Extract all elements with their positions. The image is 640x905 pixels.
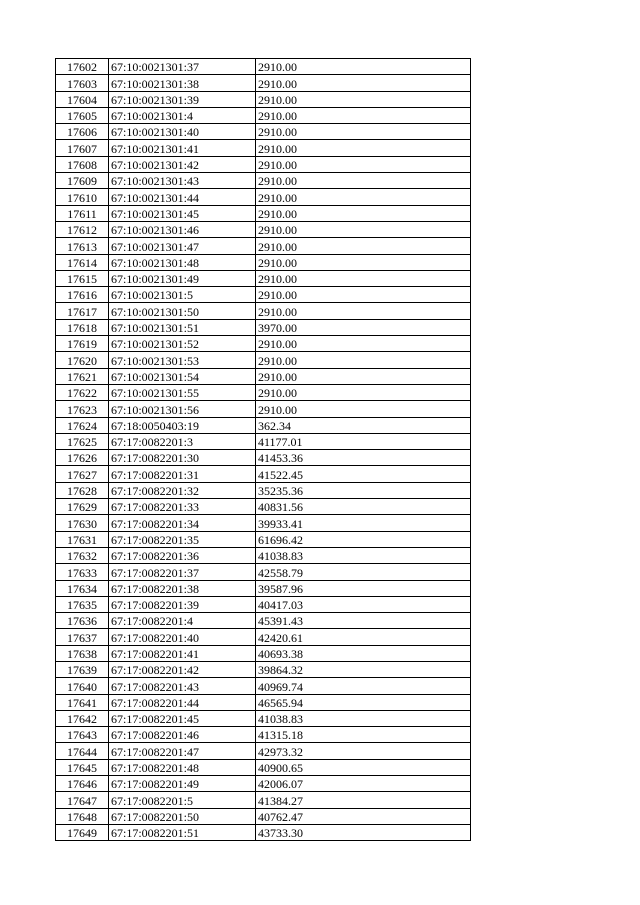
value-cell: 42006.07 [256, 776, 471, 792]
value-cell: 42558.79 [256, 564, 471, 580]
value-cell: 39587.96 [256, 580, 471, 596]
table-row [56, 547, 471, 563]
table-row [56, 661, 471, 677]
row-number-cell: 17648 [56, 808, 109, 824]
row-number-cell: 17621 [56, 368, 109, 384]
row-number-cell: 17605 [56, 107, 109, 123]
cadastral-number-cell: 67:17:0082201:32 [109, 482, 256, 498]
table-row [56, 384, 471, 400]
row-number-cell: 17635 [56, 596, 109, 612]
row-number-cell: 17609 [56, 173, 109, 189]
table-row [56, 824, 471, 840]
table-row [56, 75, 471, 91]
value-cell: 2910.00 [256, 270, 471, 286]
cadastral-number-cell: 67:10:0021301:56 [109, 401, 256, 417]
row-number-cell: 17636 [56, 613, 109, 629]
row-number-cell: 17641 [56, 694, 109, 710]
cadastral-number-cell: 67:10:0021301:38 [109, 75, 256, 91]
row-number-cell: 17620 [56, 352, 109, 368]
value-cell: 40693.38 [256, 645, 471, 661]
table-row [56, 189, 471, 205]
value-cell: 41038.83 [256, 710, 471, 726]
row-number-cell: 17639 [56, 661, 109, 677]
value-cell: 42420.61 [256, 629, 471, 645]
row-number-cell: 17630 [56, 515, 109, 531]
value-cell: 2910.00 [256, 221, 471, 237]
table-row [56, 727, 471, 743]
row-number-cell: 17616 [56, 287, 109, 303]
value-cell: 2910.00 [256, 287, 471, 303]
cadastral-number-cell: 67:18:0050403:19 [109, 417, 256, 433]
cadastral-number-cell: 67:17:0082201:37 [109, 564, 256, 580]
row-number-cell: 17644 [56, 743, 109, 759]
table-row [56, 59, 471, 75]
cadastral-number-cell: 67:10:0021301:48 [109, 254, 256, 270]
row-number-cell: 17647 [56, 792, 109, 808]
row-number-cell: 17607 [56, 140, 109, 156]
cadastral-number-cell: 67:10:0021301:55 [109, 384, 256, 400]
value-cell: 46565.94 [256, 694, 471, 710]
value-cell: 2910.00 [256, 368, 471, 384]
row-number-cell: 17629 [56, 499, 109, 515]
table-row [56, 368, 471, 384]
value-cell: 2910.00 [256, 384, 471, 400]
row-number-cell: 17624 [56, 417, 109, 433]
cadastral-number-cell: 67:17:0082201:41 [109, 645, 256, 661]
table-row [56, 776, 471, 792]
table-row [56, 645, 471, 661]
table-row [56, 531, 471, 547]
value-cell: 2910.00 [256, 140, 471, 156]
value-cell: 2910.00 [256, 336, 471, 352]
row-number-cell: 17631 [56, 531, 109, 547]
cadastral-number-cell: 67:17:0082201:38 [109, 580, 256, 596]
table-row [56, 433, 471, 449]
value-cell: 2910.00 [256, 75, 471, 91]
cadastral-number-cell: 67:17:0082201:31 [109, 466, 256, 482]
table-row [56, 287, 471, 303]
row-number-cell: 17622 [56, 384, 109, 400]
value-cell: 40417.03 [256, 596, 471, 612]
data-table [55, 58, 471, 841]
value-cell: 41522.45 [256, 466, 471, 482]
table-row [56, 401, 471, 417]
cadastral-number-cell: 67:10:0021301:52 [109, 336, 256, 352]
table-row [56, 596, 471, 612]
table-row [56, 450, 471, 466]
cadastral-number-cell: 67:10:0021301:50 [109, 303, 256, 319]
table-row [56, 319, 471, 335]
table-row [56, 613, 471, 629]
table-row [56, 156, 471, 172]
row-number-cell: 17612 [56, 221, 109, 237]
row-number-cell: 17645 [56, 759, 109, 775]
cadastral-number-cell: 67:10:0021301:41 [109, 140, 256, 156]
value-cell: 2910.00 [256, 205, 471, 221]
table-row [56, 140, 471, 156]
cadastral-number-cell: 67:10:0021301:43 [109, 173, 256, 189]
row-number-cell: 17618 [56, 319, 109, 335]
cadastral-number-cell: 67:17:0082201:51 [109, 824, 256, 840]
table-row [56, 743, 471, 759]
cadastral-number-cell: 67:17:0082201:3 [109, 433, 256, 449]
value-cell: 41177.01 [256, 433, 471, 449]
table-row [56, 499, 471, 515]
table-row [56, 808, 471, 824]
value-cell: 3970.00 [256, 319, 471, 335]
cadastral-number-cell: 67:17:0082201:45 [109, 710, 256, 726]
cadastral-number-cell: 67:10:0021301:45 [109, 205, 256, 221]
row-number-cell: 17606 [56, 124, 109, 140]
row-number-cell: 17633 [56, 564, 109, 580]
cadastral-number-cell: 67:17:0082201:43 [109, 678, 256, 694]
table-row [56, 466, 471, 482]
table-row [56, 124, 471, 140]
row-number-cell: 17617 [56, 303, 109, 319]
row-number-cell: 17640 [56, 678, 109, 694]
cadastral-number-cell: 67:17:0082201:40 [109, 629, 256, 645]
table-row [56, 205, 471, 221]
table-row [56, 91, 471, 107]
cadastral-number-cell: 67:10:0021301:5 [109, 287, 256, 303]
row-number-cell: 17642 [56, 710, 109, 726]
row-number-cell: 17632 [56, 547, 109, 563]
row-number-cell: 17634 [56, 580, 109, 596]
cadastral-number-cell: 67:17:0082201:44 [109, 694, 256, 710]
value-cell: 40762.47 [256, 808, 471, 824]
value-cell: 2910.00 [256, 91, 471, 107]
value-cell: 2910.00 [256, 107, 471, 123]
table-row [56, 270, 471, 286]
row-number-cell: 17627 [56, 466, 109, 482]
row-number-cell: 17625 [56, 433, 109, 449]
value-cell: 39933.41 [256, 515, 471, 531]
table-body [56, 59, 471, 841]
value-cell: 2910.00 [256, 189, 471, 205]
value-cell: 2910.00 [256, 254, 471, 270]
row-number-cell: 17615 [56, 270, 109, 286]
table-row [56, 352, 471, 368]
table-row [56, 792, 471, 808]
table-row [56, 482, 471, 498]
value-cell: 40969.74 [256, 678, 471, 694]
value-cell: 2910.00 [256, 352, 471, 368]
cadastral-number-cell: 67:17:0082201:39 [109, 596, 256, 612]
row-number-cell: 17643 [56, 727, 109, 743]
value-cell: 362.34 [256, 417, 471, 433]
table-row [56, 710, 471, 726]
cadastral-number-cell: 67:17:0082201:50 [109, 808, 256, 824]
cadastral-number-cell: 67:17:0082201:5 [109, 792, 256, 808]
cadastral-number-cell: 67:17:0082201:34 [109, 515, 256, 531]
row-number-cell: 17646 [56, 776, 109, 792]
cadastral-number-cell: 67:10:0021301:39 [109, 91, 256, 107]
row-number-cell: 17613 [56, 238, 109, 254]
value-cell: 2910.00 [256, 303, 471, 319]
row-number-cell: 17614 [56, 254, 109, 270]
cadastral-number-cell: 67:17:0082201:33 [109, 499, 256, 515]
value-cell: 39864.32 [256, 661, 471, 677]
table-row [56, 564, 471, 580]
cadastral-number-cell: 67:17:0082201:48 [109, 759, 256, 775]
value-cell: 40831.56 [256, 499, 471, 515]
row-number-cell: 17608 [56, 156, 109, 172]
row-number-cell: 17623 [56, 401, 109, 417]
value-cell: 41038.83 [256, 547, 471, 563]
table-row [56, 254, 471, 270]
value-cell: 2910.00 [256, 401, 471, 417]
row-number-cell: 17602 [56, 59, 109, 75]
value-cell: 41453.36 [256, 450, 471, 466]
value-cell: 2910.00 [256, 124, 471, 140]
row-number-cell: 17628 [56, 482, 109, 498]
table-row [56, 759, 471, 775]
row-number-cell: 17604 [56, 91, 109, 107]
cadastral-number-cell: 67:10:0021301:51 [109, 319, 256, 335]
table-row [56, 678, 471, 694]
value-cell: 45391.43 [256, 613, 471, 629]
value-cell: 41384.27 [256, 792, 471, 808]
table-row [56, 107, 471, 123]
cadastral-number-cell: 67:17:0082201:49 [109, 776, 256, 792]
table-row [56, 336, 471, 352]
table-row [56, 303, 471, 319]
value-cell: 42973.32 [256, 743, 471, 759]
cadastral-number-cell: 67:10:0021301:49 [109, 270, 256, 286]
cadastral-number-cell: 67:10:0021301:53 [109, 352, 256, 368]
table-row [56, 173, 471, 189]
row-number-cell: 17611 [56, 205, 109, 221]
row-number-cell: 17603 [56, 75, 109, 91]
cadastral-number-cell: 67:10:0021301:40 [109, 124, 256, 140]
value-cell: 35235.36 [256, 482, 471, 498]
row-number-cell: 17637 [56, 629, 109, 645]
cadastral-number-cell: 67:10:0021301:44 [109, 189, 256, 205]
cadastral-number-cell: 67:17:0082201:35 [109, 531, 256, 547]
cadastral-number-cell: 67:10:0021301:46 [109, 221, 256, 237]
value-cell: 41315.18 [256, 727, 471, 743]
value-cell: 2910.00 [256, 173, 471, 189]
cadastral-number-cell: 67:17:0082201:4 [109, 613, 256, 629]
cadastral-number-cell: 67:17:0082201:47 [109, 743, 256, 759]
cadastral-number-cell: 67:17:0082201:36 [109, 547, 256, 563]
value-cell: 2910.00 [256, 238, 471, 254]
table-row [56, 629, 471, 645]
cadastral-number-cell: 67:17:0082201:30 [109, 450, 256, 466]
value-cell: 40900.65 [256, 759, 471, 775]
table-row [56, 515, 471, 531]
row-number-cell: 17638 [56, 645, 109, 661]
table-row [56, 238, 471, 254]
cadastral-number-cell: 67:17:0082201:46 [109, 727, 256, 743]
row-number-cell: 17619 [56, 336, 109, 352]
table-row [56, 417, 471, 433]
value-cell: 61696.42 [256, 531, 471, 547]
row-number-cell: 17649 [56, 824, 109, 840]
row-number-cell: 17610 [56, 189, 109, 205]
table-row [56, 580, 471, 596]
value-cell: 43733.30 [256, 824, 471, 840]
cadastral-number-cell: 67:10:0021301:54 [109, 368, 256, 384]
cadastral-number-cell: 67:10:0021301:37 [109, 59, 256, 75]
table-row [56, 221, 471, 237]
cadastral-number-cell: 67:10:0021301:42 [109, 156, 256, 172]
cadastral-number-cell: 67:10:0021301:47 [109, 238, 256, 254]
table-row [56, 694, 471, 710]
cadastral-number-cell: 67:10:0021301:4 [109, 107, 256, 123]
row-number-cell: 17626 [56, 450, 109, 466]
value-cell: 2910.00 [256, 156, 471, 172]
value-cell: 2910.00 [256, 59, 471, 75]
cadastral-number-cell: 67:17:0082201:42 [109, 661, 256, 677]
